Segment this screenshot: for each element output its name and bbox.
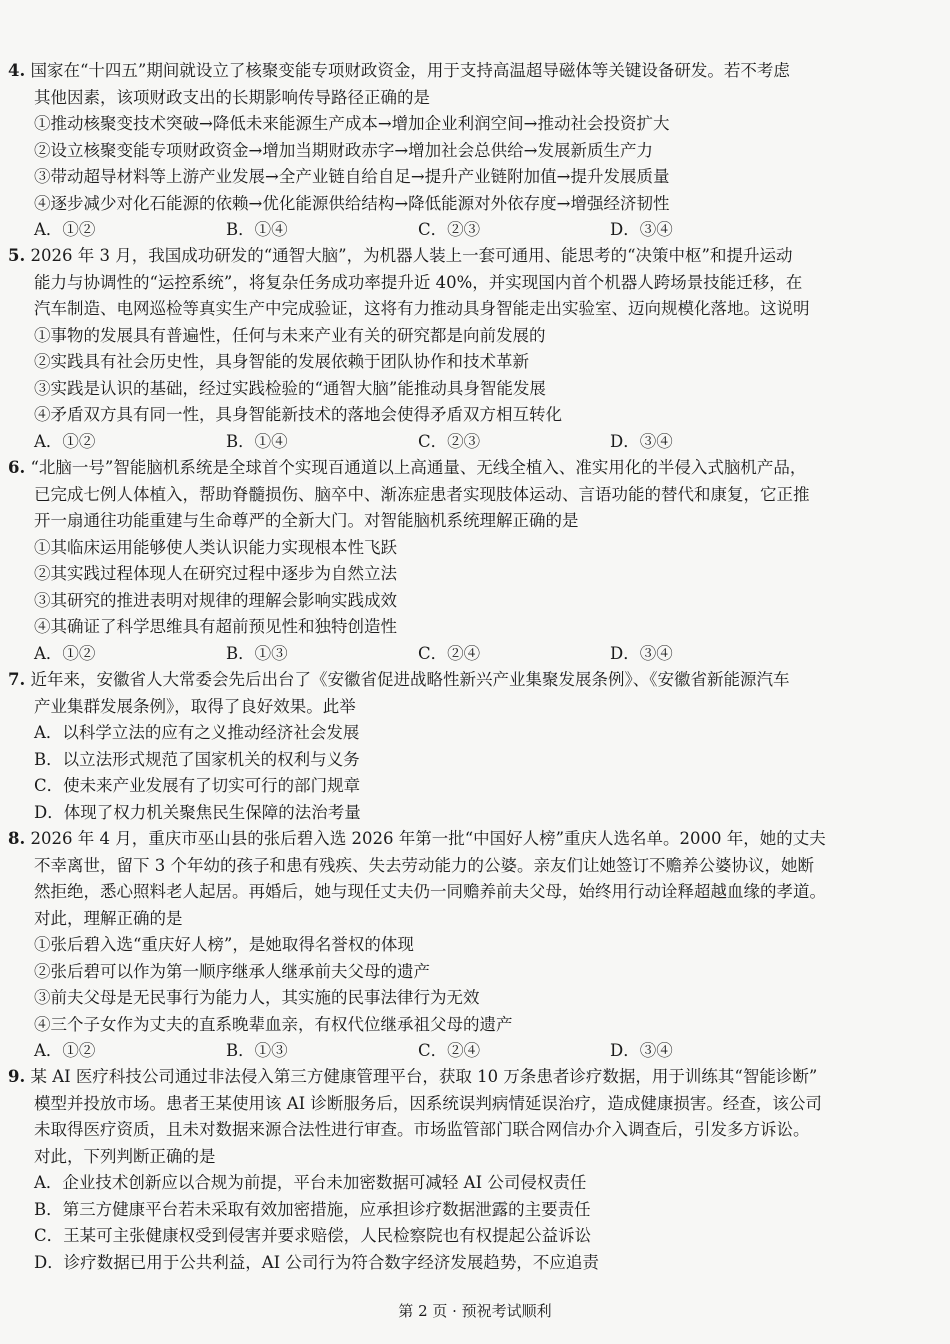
stem-text: 模型并投放市场。患者王某使用该 AI 诊断服务后，因系统误判病情延误治疗，造成健康损害。经查，该公司 [34,1093,822,1113]
stem-text: 某 AI 医疗科技公司通过非法侵入第三方健康管理平台，获取 10 万条患者诊疗数据，用于训练其“智能诊断” [30,1067,818,1086]
stem-text: 能力与协调性的“运控系统”，将复杂任务成功率提升近 40%，并实现国内首个机器人跨场景技能迁移，在 [34,272,803,292]
question-number: 7. [8,670,26,689]
stem-text: 汽车制造、电网巡检等真实生产中完成验证，这将有力推动具身智能走出实验室、迈向规模化落地。这说明 [34,299,810,318]
answer-options [8,641,938,668]
option-d[interactable]: D．体现了权力机关聚焦民生保障的法治考量 [34,802,361,822]
question-stem-line [8,667,938,694]
statement-item: ②其实践过程体现人在研究过程中逐步为自然立法 [34,564,397,583]
question-stem-line [8,1064,938,1091]
option-c[interactable]: C．②③ [418,431,481,451]
option-b[interactable]: B．①④ [226,431,288,451]
stem-text: 国家在“十四五”期间就设立了核聚变能专项财政资金，用于支持高温超导磁体等关键设备研发。若不考虑 [30,61,790,80]
statement-item: ④逐步减少对化石能源的依赖→优化能源供给结构→降低能源对外依存度→增强经济韧性 [34,193,670,213]
question-number: 8. [8,829,26,848]
option-c[interactable]: C．②④ [418,643,481,663]
question-stem-line [8,58,938,85]
option-a[interactable]: A．①② [34,1041,96,1060]
statement-item: ④矛盾双方具有同一性，具身智能新技术的落地会使得矛盾双方相互转化 [34,405,562,424]
statement-item: ④三个子女作为丈夫的直系晚辈血亲，有权代位继承祖父母的遗产 [34,1014,513,1034]
option-b[interactable]: B．①④ [226,220,288,239]
question-6 [8,455,938,667]
option-a[interactable]: A．以科学立法的应有之义推动经济社会发展 [34,723,360,742]
question-5 [8,243,938,455]
statement-item: ①其临床运用能够使人类认识能力实现根本性飞跃 [34,537,397,557]
option-d[interactable]: D．③④ [610,1041,673,1060]
question-number: 9. [8,1067,26,1086]
statement-item: ③实践是认识的基础，经过实践检验的“通智大脑”能推动具身智能发展 [34,378,546,398]
stem-text: 对此，下列判断正确的是 [34,1146,216,1166]
question-number: 6. [8,458,26,477]
option-b[interactable]: B．①③ [226,643,288,663]
answer-options [8,1038,938,1065]
option-a[interactable]: A．①② [34,220,96,239]
option-d[interactable]: D．③④ [610,431,673,451]
option-c[interactable]: C．使未来产业发展有了切实可行的部门规章 [34,776,361,795]
stem-text: 产业集群发展条例》，取得了良好效果。此举 [34,696,356,716]
option-c[interactable]: C．王某可主张健康权受到侵害并要求赔偿，人民检察院也有权提起公益诉讼 [34,1226,592,1245]
question-8 [8,826,938,1065]
statement-item: ①张后碧入选“重庆好人榜”，是她取得名誉权的体现 [34,935,414,954]
option-d[interactable]: D．③④ [610,643,673,663]
statement-item: ③前夫父母是无民事行为能力人，其实施的民事法律行为无效 [34,988,480,1007]
statement-item: ②张后碧可以作为第一顺序继承人继承前夫父母的遗产 [34,961,430,981]
question-7 [8,667,938,826]
stem-text: 对此，理解正确的是 [34,908,183,928]
question-stem-line [8,826,938,853]
stem-text: 2026 年 4 月，重庆市巫山县的张后碧入选 2026 年第一批“中国好人榜”重庆人选名单。2000 年，她的丈夫 [30,829,826,848]
option-b[interactable]: B．以立法形式规范了国家机关的权利与义务 [34,749,360,769]
stem-text: 已完成七例人体植入，帮助脊髓损伤、脑卒中、渐冻症患者实现肢体运动、言语功能的替代和康复，它正推 [34,484,810,504]
option-a[interactable]: A．企业技术创新应以合规为前提，平台未加密数据可减轻 AI 公司侵权责任 [34,1173,587,1192]
statement-item: ②实践具有社会历史性，具身智能的发展依赖于团队协作和技术革新 [34,352,529,371]
option-a[interactable]: A．①② [34,431,96,451]
option-c[interactable]: C．②④ [418,1041,481,1060]
statement-item: ②设立核聚变能专项财政资金→增加当期财政赤字→增加社会总供给→发展新质生产力 [34,140,653,160]
stem-text: 不幸离世，留下 3 个年幼的孩子和患有残疾、失去劳动能力的公婆。亲友们让她签订不赡养公婆协议，她断 [34,855,814,875]
stem-text: 近年来，安徽省人大常委会先后出台了《安徽省促进战略性新兴产业集聚发展条例》、《安徽省新能源汽车 [30,670,790,689]
answer-options [8,429,938,456]
question-stem-line [8,243,938,270]
stem-text: “北脑一号”智能脑机系统是全球首个实现百通道以上高通量、无线全植入、准实用化的半侵入式脑机产品， [30,458,807,477]
option-d[interactable]: D．诊疗数据已用于公共利益，AI 公司行为符合数字经济发展趋势，不应追责 [34,1252,599,1272]
statement-item: ③带动超导材料等上游产业发展→全产业链自给自足→提升产业链附加值→提升发展质量 [34,167,670,186]
question-4 [8,58,938,244]
statement-item: ①推动核聚变技术突破→降低未来能源生产成本→增加企业利润空间→推动社会投资扩大 [34,114,670,133]
question-9 [8,1064,938,1276]
statement-item: ④其确证了科学思维具有超前预见性和独特创造性 [34,617,397,636]
stem-text: 未取得医疗资质，且未对数据来源合法性进行审查。市场监管部门联合网信办介入调查后，引发多方诉讼。 [34,1120,810,1139]
answer-options [8,217,938,244]
stem-text: 2026 年 3 月，我国成功研发的“通智大脑”，为机器人装上一套可通用、能思考的“决策中枢”和提升运动 [30,246,793,265]
option-b[interactable]: B．①③ [226,1041,288,1060]
statement-item: ①事物的发展具有普遍性，任何与未来产业有关的研究都是向前发展的 [34,325,546,345]
question-number: 4. [8,61,26,80]
statement-item: ③其研究的推进表明对规律的理解会影响实践成效 [34,590,397,610]
option-a[interactable]: A．①② [34,643,96,663]
question-stem-line [8,455,938,482]
stem-text: 然拒绝，悉心照料老人起居。再婚后，她与现任丈夫仍一同赡养前夫父母，始终用行动诠释超越血缘的孝道。 [34,882,826,901]
page-footer: 第 2 页 · 预祝考试顺利 [398,1302,552,1320]
stem-text: 开一扇通往功能重建与生命尊严的全新大门。对智能脑机系统理解正确的是 [34,511,579,530]
option-d[interactable]: D．③④ [610,220,673,239]
option-b[interactable]: B．第三方健康平台若未采取有效加密措施，应承担诊疗数据泄露的主要责任 [34,1199,591,1219]
stem-text: 其他因素，该项财政支出的长期影响传导路径正确的是 [34,87,430,107]
option-c[interactable]: C．②③ [418,220,481,239]
question-number: 5. [8,246,26,265]
